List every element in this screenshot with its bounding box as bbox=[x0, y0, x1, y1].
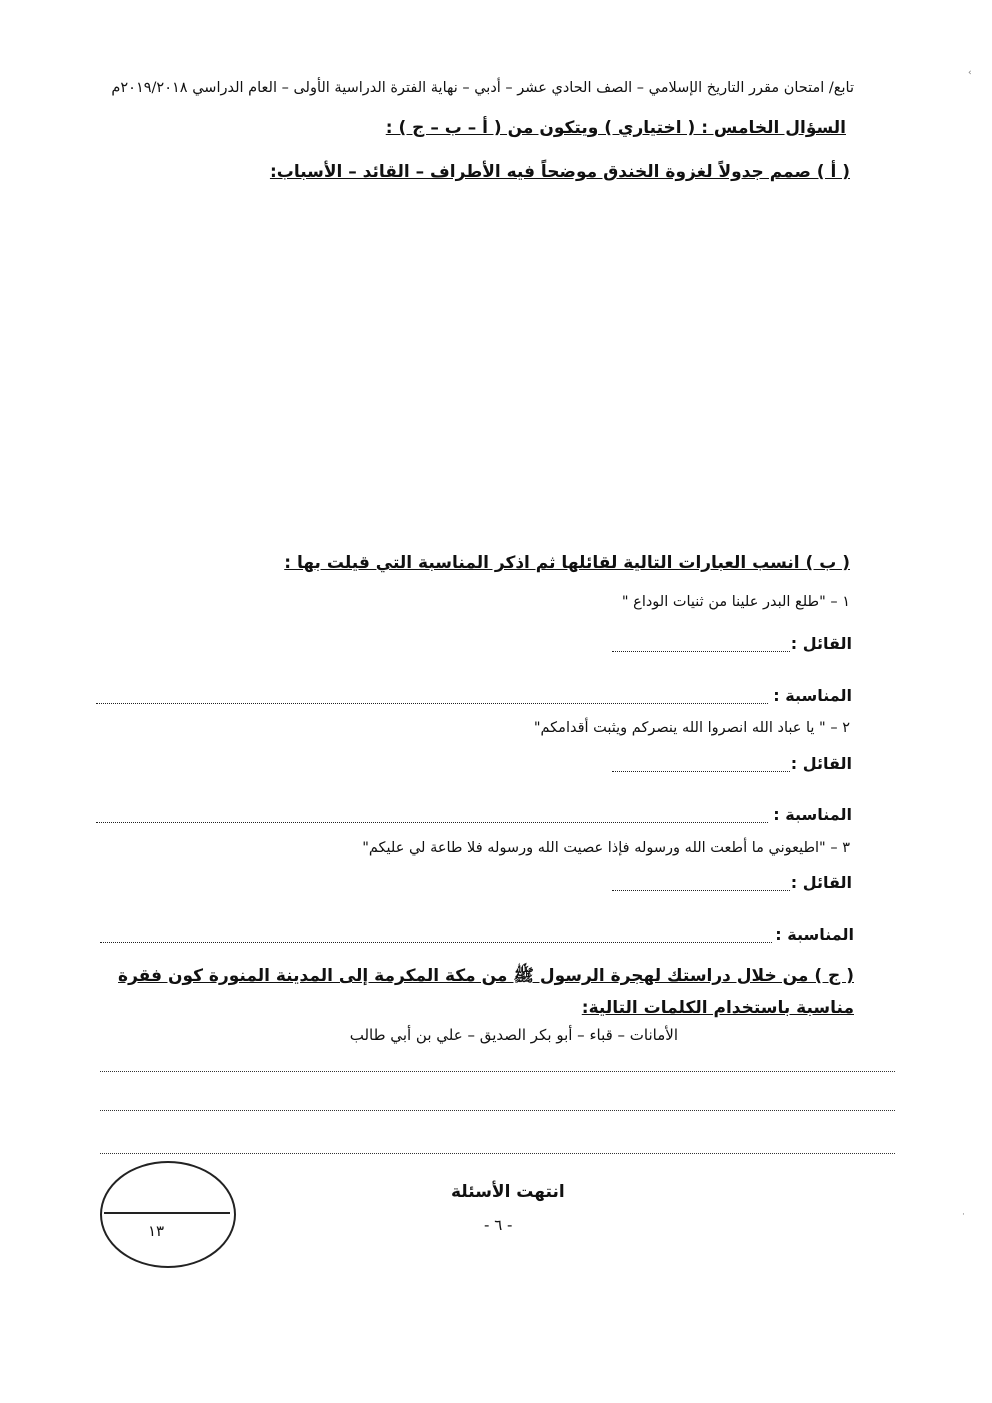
grade-score-box[interactable] bbox=[118, 1172, 214, 1208]
speaker-label-3: القائل : bbox=[790, 873, 852, 892]
scan-mark-top: ‹ bbox=[968, 68, 972, 78]
occasion-answer-line-1[interactable] bbox=[96, 703, 768, 704]
speaker-label-1: القائل : bbox=[790, 634, 852, 653]
occasion-answer-line-2[interactable] bbox=[96, 822, 768, 823]
speaker-answer-line-3[interactable] bbox=[612, 890, 790, 891]
occasion-label-1: المناسبة : bbox=[773, 686, 852, 705]
part-b-heading: ( ب ) انسب العبارات التالية لقائلها ثم اذكر المناسبة التي قيلت بها : bbox=[284, 553, 850, 573]
quote-3: ٣ – "اطيعوني ما أطعت الله ورسوله فإذا عصيت الله ورسوله فلا طاعة لي عليكم" bbox=[362, 840, 850, 856]
question-title: السؤال الخامس : ( اختياري ) ويتكون من ( أ – ب – ج ) : bbox=[385, 118, 846, 138]
occasion-label-3: المناسبة : bbox=[775, 925, 854, 944]
occasion-label-2: المناسبة : bbox=[773, 805, 852, 824]
scan-mark-bottom: · bbox=[962, 1210, 965, 1220]
part-c-line-2: مناسبة باستخدام الكلمات التالية: bbox=[581, 998, 854, 1018]
grade-circle-divider bbox=[104, 1212, 230, 1214]
part-c-answer-line-1[interactable] bbox=[100, 1071, 895, 1072]
exam-header: تابع/ امتحان مقرر التاريخ الإسلامي – الصف الحادي عشر – أدبي – نهاية الفترة الدراسية الأولى – العام الدراسي ٢٠١٩/٢٠١٨م bbox=[111, 80, 854, 96]
occasion-answer-line-3[interactable] bbox=[100, 942, 772, 943]
part-c-word-list: الأمانات – قباء – أبو بكر الصديق – علي بن أبي طالب bbox=[349, 1026, 678, 1044]
speaker-label-2: القائل : bbox=[790, 754, 852, 773]
part-c-heading bbox=[118, 960, 854, 1024]
grade-total: ١٣ bbox=[148, 1222, 165, 1240]
part-a-answer-area[interactable] bbox=[100, 200, 850, 530]
part-c-answer-line-2[interactable] bbox=[100, 1110, 895, 1111]
part-c-line-1: ( ج ) من خلال دراستك لهجرة الرسول ﷺ من مكة المكرمة إلى المدينة المنورة كون فقرة bbox=[118, 966, 854, 986]
quote-2: ٢ – " يا عباد الله انصروا الله ينصركم ويثبت أقدامكم" bbox=[533, 720, 850, 736]
part-a-heading: ( أ ) صمم جدولاً لغزوة الخندق موضحاً فيه الأطراف – القائد – الأسباب: bbox=[269, 162, 850, 182]
quote-1: ١ – "طلع البدر علينا من ثنيات الوداع " bbox=[621, 594, 850, 610]
part-c-answer-line-3[interactable] bbox=[100, 1153, 895, 1154]
speaker-answer-line-2[interactable] bbox=[612, 771, 790, 772]
end-of-questions: انتهت الأسئلة bbox=[451, 1182, 565, 1202]
page-number: - ٦ - bbox=[484, 1216, 513, 1234]
speaker-answer-line-1[interactable] bbox=[612, 651, 790, 652]
